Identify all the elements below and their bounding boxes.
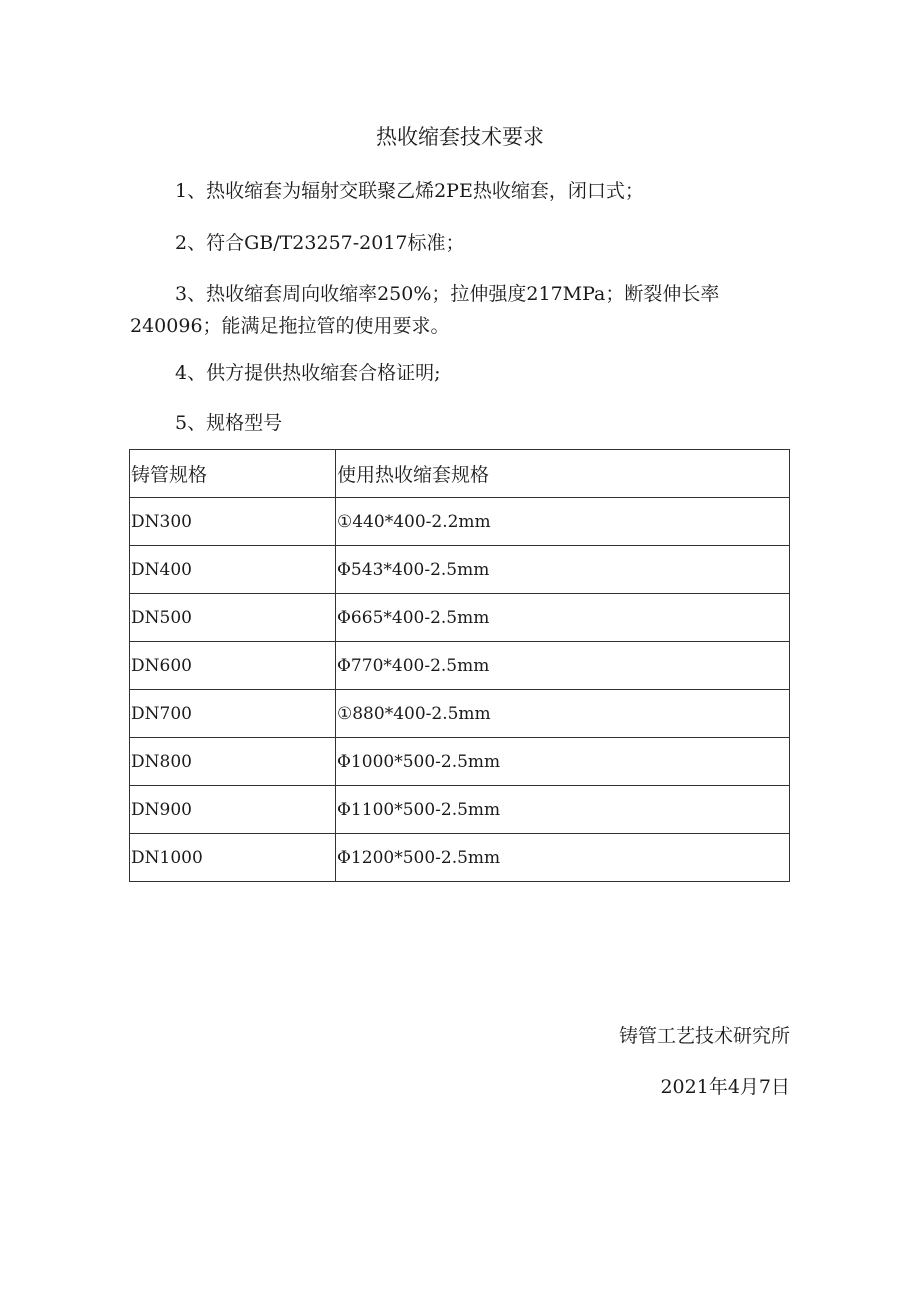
- sleeve-spec-cell: ①440*400-2.2mm: [336, 498, 790, 546]
- table-row: [130, 642, 790, 690]
- table-row: [130, 786, 790, 834]
- sleeve-spec-cell: Φ543*400-2.5mm: [336, 546, 790, 594]
- requirement-item-1: 1、热收缩套为辐射交联聚乙烯2PE热收缩套，闭口式；: [175, 180, 644, 202]
- sleeve-spec-cell: Φ770*400-2.5mm: [336, 642, 790, 690]
- pipe-spec-cell: DN400: [130, 546, 336, 594]
- sleeve-spec-cell: ①880*400-2.5mm: [336, 690, 790, 738]
- table-row: [130, 690, 790, 738]
- header-sleeve-spec: 使用热收缩套规格: [336, 450, 790, 498]
- pipe-spec-cell: DN600: [130, 642, 336, 690]
- pipe-spec-cell: DN700: [130, 690, 336, 738]
- table-row: [130, 546, 790, 594]
- pipe-spec-cell: DN800: [130, 738, 336, 786]
- table-row: [130, 594, 790, 642]
- pipe-spec-cell: DN1000: [130, 834, 336, 882]
- pipe-spec-cell: DN500: [130, 594, 336, 642]
- table-row: [130, 738, 790, 786]
- signature-date: 2021年4月7日: [660, 1076, 790, 1098]
- requirement-item-5: 5、规格型号: [175, 412, 283, 434]
- requirement-item-2: 2、符合GB/T23257-2017标准；: [175, 232, 465, 254]
- document-title: 热收缩套技术要求: [376, 125, 544, 149]
- table-header-row: [130, 450, 790, 498]
- sleeve-spec-cell: Φ1000*500-2.5mm: [336, 738, 790, 786]
- sleeve-spec-cell: Φ1200*500-2.5mm: [336, 834, 790, 882]
- header-pipe-spec: 铸管规格: [130, 450, 336, 498]
- spec-table: [129, 449, 790, 882]
- table-row: [130, 498, 790, 546]
- signature-organization: 铸管工艺技术研究所: [618, 1025, 790, 1047]
- requirement-item-4: 4、供方提供热收缩套合格证明;: [175, 362, 441, 384]
- pipe-spec-cell: DN300: [130, 498, 336, 546]
- sleeve-spec-cell: Φ1100*500-2.5mm: [336, 786, 790, 834]
- sleeve-spec-cell: Φ665*400-2.5mm: [336, 594, 790, 642]
- pipe-spec-cell: DN900: [130, 786, 336, 834]
- requirement-item-3: 3、热收缩套周向收缩率250%；拉伸强度217MPa；断裂伸长率240096；能满足拖拉管的使用要求。: [130, 283, 720, 337]
- table-row: [130, 834, 790, 882]
